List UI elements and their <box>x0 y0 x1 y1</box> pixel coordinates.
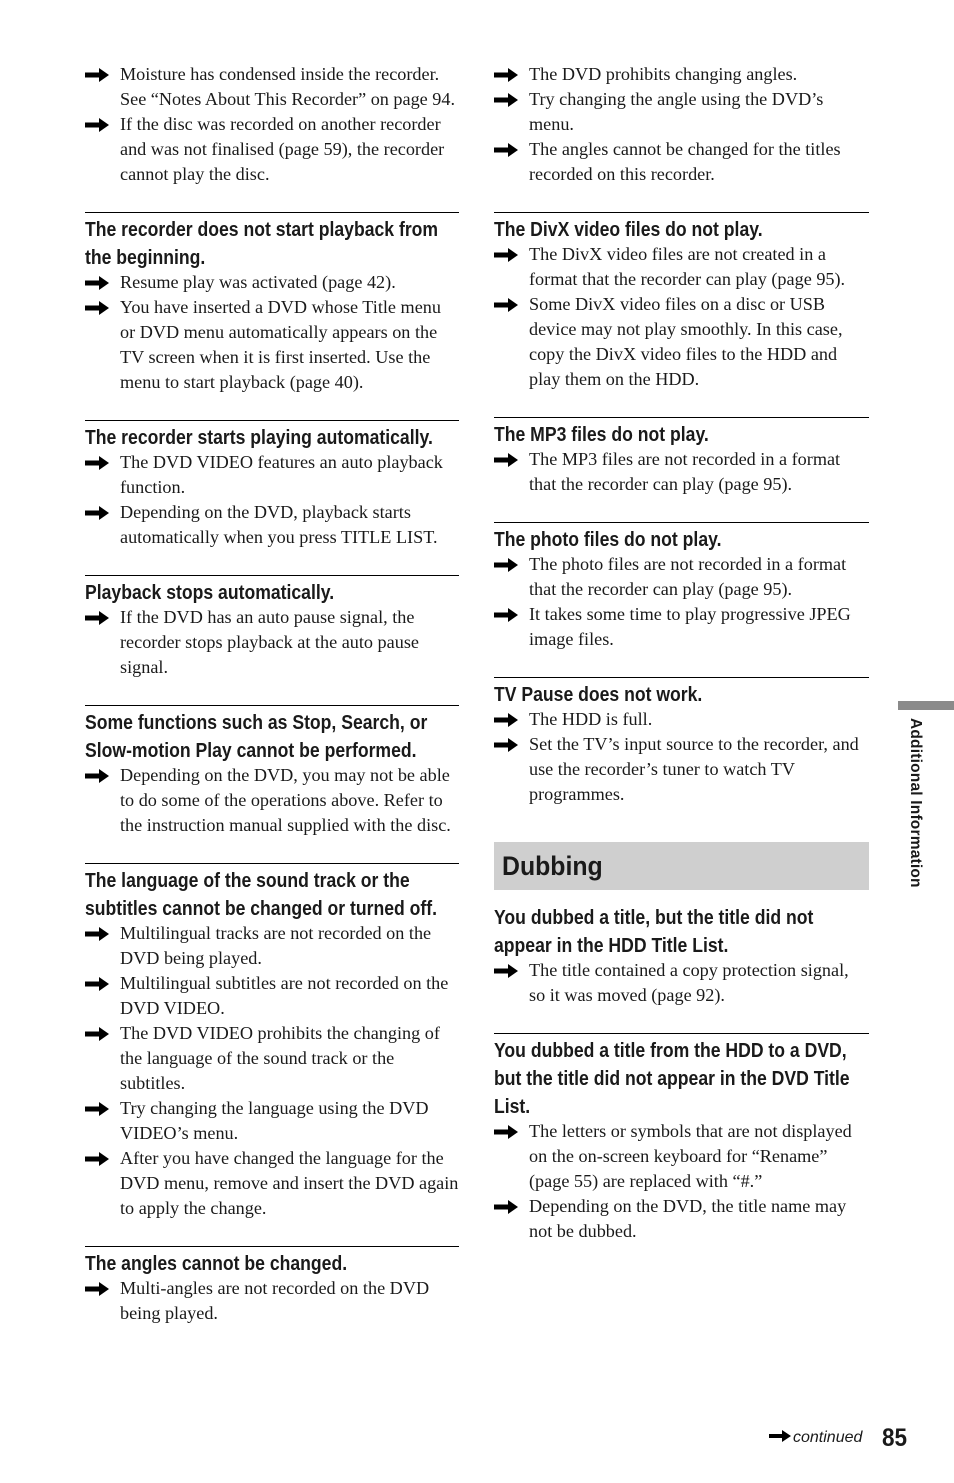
troubleshooting-section <box>85 575 459 680</box>
troubleshooting-section <box>494 522 869 652</box>
remedy-item <box>85 450 459 500</box>
remedy-item <box>85 971 459 1021</box>
arrow-bullet-icon <box>85 456 109 470</box>
section-tab-marker <box>898 701 954 710</box>
section-heading: Playback stops automatically. <box>85 582 335 604</box>
remedy-item <box>85 270 459 295</box>
remedy-item <box>85 1146 459 1221</box>
troubleshooting-section <box>85 863 459 1221</box>
remedy-text: Depending on the DVD, the title name may not be dubbed. <box>529 1196 847 1241</box>
section-heading: You dubbed a title from the HDD to a DVD, but the title did not appear in the DVD Title List. <box>494 1040 850 1118</box>
arrow-bullet-icon <box>494 248 518 262</box>
section-heading: The language of the sound track or the subtitles cannot be changed or turned off. <box>85 870 438 920</box>
arrow-bullet-icon <box>494 558 518 572</box>
remedy-text: The DivX video files are not created in a format that the recorder can play (page 95). <box>529 244 846 289</box>
remedy-item <box>85 62 459 112</box>
arrow-bullet-icon <box>85 769 109 783</box>
section-heading: You dubbed a title, but the title did not appear in the HDD Title List. <box>494 907 814 957</box>
remedy-item <box>494 602 869 652</box>
remedy-text: After you have changed the language for the DVD menu, remove and insert the DVD again to apply the change. <box>120 1148 459 1218</box>
remedy-item <box>494 552 869 602</box>
arrow-bullet-icon <box>494 453 518 467</box>
remedy-item <box>494 1194 869 1244</box>
troubleshooting-section <box>494 417 869 497</box>
left-column <box>85 62 459 1326</box>
arrow-bullet-icon <box>85 1152 109 1166</box>
troubleshooting-section <box>494 904 869 1008</box>
remedy-text: Some DivX video files on a disc or USB device may not play smoothly. In this case, copy the DivX video files to the HDD and play them on the HDD. <box>529 294 843 389</box>
right-column <box>494 62 869 1244</box>
remedy-text: The angles cannot be changed for the titles recorded on this recorder. <box>529 139 841 184</box>
section-heading: The angles cannot be changed. <box>85 1253 348 1275</box>
remedy-item <box>85 605 459 680</box>
arrow-bullet-icon <box>85 301 109 315</box>
troubleshooting-section <box>85 1246 459 1326</box>
arrow-bullet-icon <box>85 1282 109 1296</box>
remedy-item <box>494 292 869 392</box>
arrow-bullet-icon <box>85 1027 109 1041</box>
remedy-item <box>85 500 459 550</box>
continued-indicator <box>769 1428 862 1448</box>
remedy-text: The title contained a copy protection signal, so it was moved (page 92). <box>529 960 849 1005</box>
arrow-bullet-icon <box>494 1125 518 1139</box>
troubleshooting-section <box>85 62 459 187</box>
remedy-text: You have inserted a DVD whose Title menu or DVD menu automatically appears on the TV screen when it is first inserted. Use the menu to start playback (page 40). <box>120 297 441 392</box>
remedy-text: Multi-angles are not recorded on the DVD being played. <box>120 1278 430 1323</box>
remedy-text: It takes some time to play progressive JPEG image files. <box>529 604 851 649</box>
troubleshooting-section <box>85 212 459 395</box>
remedy-item <box>85 1021 459 1096</box>
remedy-text: The DVD prohibits changing angles. <box>529 64 798 84</box>
remedy-item <box>494 958 869 1008</box>
dubbing-section-banner <box>494 842 869 890</box>
troubleshooting-section <box>85 705 459 838</box>
arrow-bullet-icon <box>85 68 109 82</box>
section-heading: The recorder starts playing automatically. <box>85 427 433 449</box>
remedy-text: Try changing the language using the DVD VIDEO’s menu. <box>120 1098 429 1143</box>
arrow-bullet-icon <box>494 298 518 312</box>
remedy-text: If the DVD has an auto pause signal, the recorder stops playback at the auto pause signal. <box>120 607 419 677</box>
remedy-item <box>494 732 869 807</box>
arrow-bullet-icon <box>494 738 518 752</box>
section-heading: The MP3 files do not play. <box>494 424 709 446</box>
arrow-bullet-icon <box>494 608 518 622</box>
remedy-text: The HDD is full. <box>529 709 653 729</box>
section-heading: TV Pause does not work. <box>494 684 703 706</box>
troubleshooting-section <box>494 62 869 187</box>
remedy-text: Set the TV’s input source to the recorder, and use the recorder’s tuner to watch TV programmes. <box>529 734 859 804</box>
arrow-bullet-icon <box>494 964 518 978</box>
dubbing-section-title: Dubbing <box>502 850 603 881</box>
remedy-text: Try changing the angle using the DVD’s menu. <box>529 89 824 134</box>
section-tab-label: Additional Information <box>907 718 924 888</box>
arrow-bullet-icon <box>494 143 518 157</box>
remedy-text: Multilingual tracks are not recorded on the DVD being played. <box>120 923 432 968</box>
troubleshooting-section <box>494 1033 869 1244</box>
arrow-bullet-icon <box>85 118 109 132</box>
page-number: 85 <box>882 1424 908 1452</box>
remedy-text: The MP3 files are not recorded in a format that the recorder can play (page 95). <box>529 449 841 494</box>
remedy-item <box>494 137 869 187</box>
remedy-text: Moisture has condensed inside the recorder. See “Notes About This Recorder” on page 94. <box>120 64 456 109</box>
section-heading: The DivX video files do not play. <box>494 219 763 241</box>
troubleshooting-section <box>494 212 869 392</box>
remedy-item <box>494 242 869 292</box>
section-heading: The recorder does not start playback from the beginning. <box>85 219 439 269</box>
remedy-text: If the disc was recorded on another recorder and was not finalised (page 59), the recorder cannot play the disc. <box>120 114 445 184</box>
troubleshooting-section <box>85 420 459 550</box>
arrow-bullet-icon <box>85 977 109 991</box>
section-heading: Some functions such as Stop, Search, or Slow-motion Play cannot be performed. <box>85 712 428 762</box>
continued-arrow-icon <box>769 1429 791 1447</box>
remedy-text: The DVD VIDEO features an auto playback function. <box>120 452 443 497</box>
arrow-bullet-icon <box>85 927 109 941</box>
remedy-item <box>85 921 459 971</box>
remedy-item <box>85 1096 459 1146</box>
remedy-item <box>494 1119 869 1194</box>
remedy-item <box>85 763 459 838</box>
remedy-item <box>85 112 459 187</box>
remedy-text: The letters or symbols that are not displayed on the on-screen keyboard for “Rename” (page 55) are replaced with “#.” <box>529 1121 852 1191</box>
arrow-bullet-icon <box>85 611 109 625</box>
arrow-bullet-icon <box>85 1102 109 1116</box>
remedy-item <box>494 62 869 87</box>
remedy-text: The DVD VIDEO prohibits the changing of the language of the sound track or the subtitles. <box>120 1023 440 1093</box>
section-heading: The photo files do not play. <box>494 529 722 551</box>
arrow-bullet-icon <box>85 506 109 520</box>
remedy-item <box>494 87 869 137</box>
troubleshooting-section <box>494 677 869 807</box>
remedy-text: Multilingual subtitles are not recorded on the DVD VIDEO. <box>120 973 449 1018</box>
arrow-bullet-icon <box>494 713 518 727</box>
remedy-text: The photo files are not recorded in a format that the recorder can play (page 95). <box>529 554 847 599</box>
continued-label: continued <box>793 1429 863 1446</box>
remedy-item <box>494 447 869 497</box>
remedy-item <box>85 295 459 395</box>
arrow-bullet-icon <box>85 276 109 290</box>
remedy-text: Depending on the DVD, playback starts automatically when you press TITLE LIST. <box>120 502 438 547</box>
arrow-bullet-icon <box>494 93 518 107</box>
remedy-item <box>494 707 869 732</box>
remedy-text: Depending on the DVD, you may not be able to do some of the operations above. Refer to the instruction manual supplied with the disc. <box>120 765 451 835</box>
remedy-item <box>85 1276 459 1326</box>
arrow-bullet-icon <box>494 1200 518 1214</box>
remedy-text: Resume play was activated (page 42). <box>120 272 396 292</box>
arrow-bullet-icon <box>494 68 518 82</box>
